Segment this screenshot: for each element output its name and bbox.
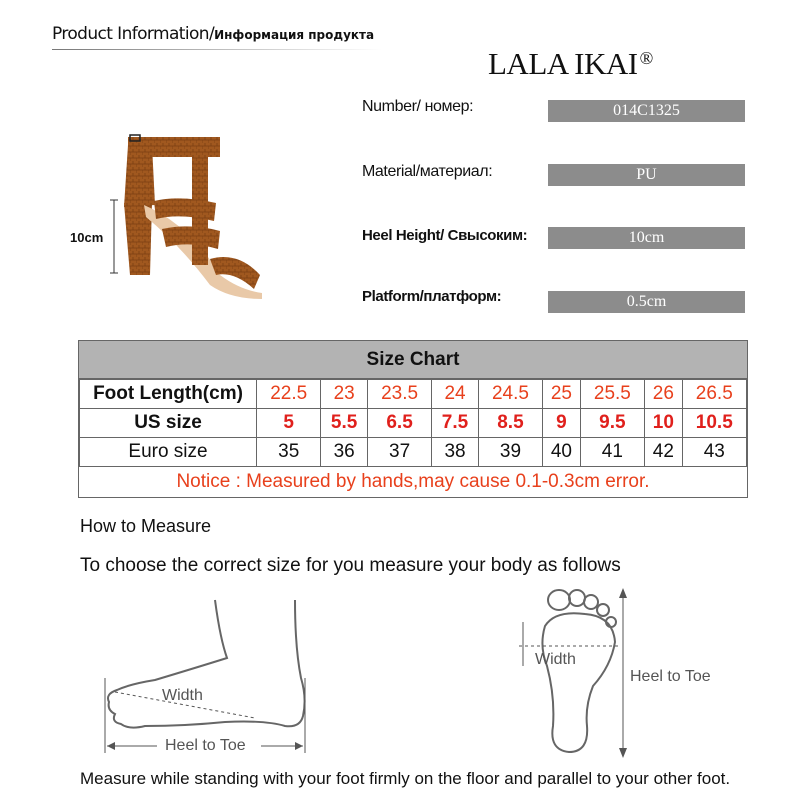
table-row-foot-length <box>80 380 747 409</box>
table-cell: 23.5 <box>367 380 431 409</box>
table-cell: 10.5 <box>682 409 746 438</box>
table-cell: 26 <box>645 380 683 409</box>
side-foot-diagram <box>95 598 335 758</box>
table-cell: 26.5 <box>682 380 746 409</box>
side-length-label: Heel to Toe <box>165 737 246 754</box>
table-cell: 41 <box>580 438 644 467</box>
table-cell: 9.5 <box>580 409 644 438</box>
table-cell: 38 <box>432 438 478 467</box>
table-cell: 5 <box>257 409 321 438</box>
title-underline <box>52 49 382 50</box>
spec-label-material: Material/материал: <box>362 163 493 180</box>
table-row-us-size <box>80 409 747 438</box>
spec-label-number: Number/ номер: <box>362 98 474 115</box>
title-en: Product Information/ <box>52 24 215 44</box>
measure-instruction: To choose the correct size for you measure your body as follows <box>80 555 621 576</box>
side-width-label: Width <box>162 687 203 704</box>
spec-label-heel-height: Heel Height/ Cвысоким: <box>362 227 528 244</box>
sole-outline <box>542 613 615 752</box>
table-cell: 24 <box>432 380 478 409</box>
table-cell: 23 <box>321 380 367 409</box>
table-row-euro-size <box>80 438 747 467</box>
table-cell: 8.5 <box>478 409 542 438</box>
sole-length-label: Heel to Toe <box>630 668 711 685</box>
row-header: Euro size <box>80 438 257 467</box>
spec-value-heel-height: 10cm <box>548 227 745 249</box>
sole-foot-diagram <box>515 586 645 761</box>
size-chart-title: Size Chart <box>79 341 747 379</box>
row-header: US size <box>80 409 257 438</box>
table-cell: 6.5 <box>367 409 431 438</box>
heel-height-label: 10cm <box>70 230 104 245</box>
table-cell: 22.5 <box>257 380 321 409</box>
table-cell: 7.5 <box>432 409 478 438</box>
measure-footer-note: Measure while standing with your foot firmly on the floor and parallel to your other foot. <box>80 769 731 788</box>
table-cell: 9 <box>543 409 581 438</box>
brand-logo <box>488 46 653 82</box>
section-title <box>52 24 374 44</box>
table-cell: 25 <box>543 380 581 409</box>
table-cell: 39 <box>478 438 542 467</box>
spec-label-platform: Platform/платформ: <box>362 288 502 305</box>
size-chart <box>78 340 748 498</box>
spec-value-material: PU <box>548 164 745 186</box>
row-header: Foot Length(cm) <box>80 380 257 409</box>
sandal-image <box>100 125 280 315</box>
table-cell: 10 <box>645 409 683 438</box>
spec-value-number: 014C1325 <box>548 100 745 122</box>
table-cell: 43 <box>682 438 746 467</box>
sole-width-label: Width <box>535 651 576 668</box>
title-ru: Информация продукта <box>214 28 375 42</box>
registered-mark: ® <box>639 48 653 68</box>
brand-name: LALA IKAI <box>488 46 638 81</box>
measurement-notice: Notice : Measured by hands,may cause 0.1-0.3cm error. <box>176 471 650 492</box>
table-cell: 24.5 <box>478 380 542 409</box>
how-to-measure-heading: How to Measure <box>80 516 212 536</box>
size-table <box>79 379 747 467</box>
spec-value-platform: 0.5cm <box>548 291 745 313</box>
ankle-strap <box>128 137 220 157</box>
heel-measure-line <box>110 200 118 273</box>
table-cell: 25.5 <box>580 380 644 409</box>
table-cell: 42 <box>645 438 683 467</box>
table-cell: 35 <box>257 438 321 467</box>
table-cell: 37 <box>367 438 431 467</box>
table-cell: 40 <box>543 438 581 467</box>
table-cell: 5.5 <box>321 409 367 438</box>
table-cell: 36 <box>321 438 367 467</box>
